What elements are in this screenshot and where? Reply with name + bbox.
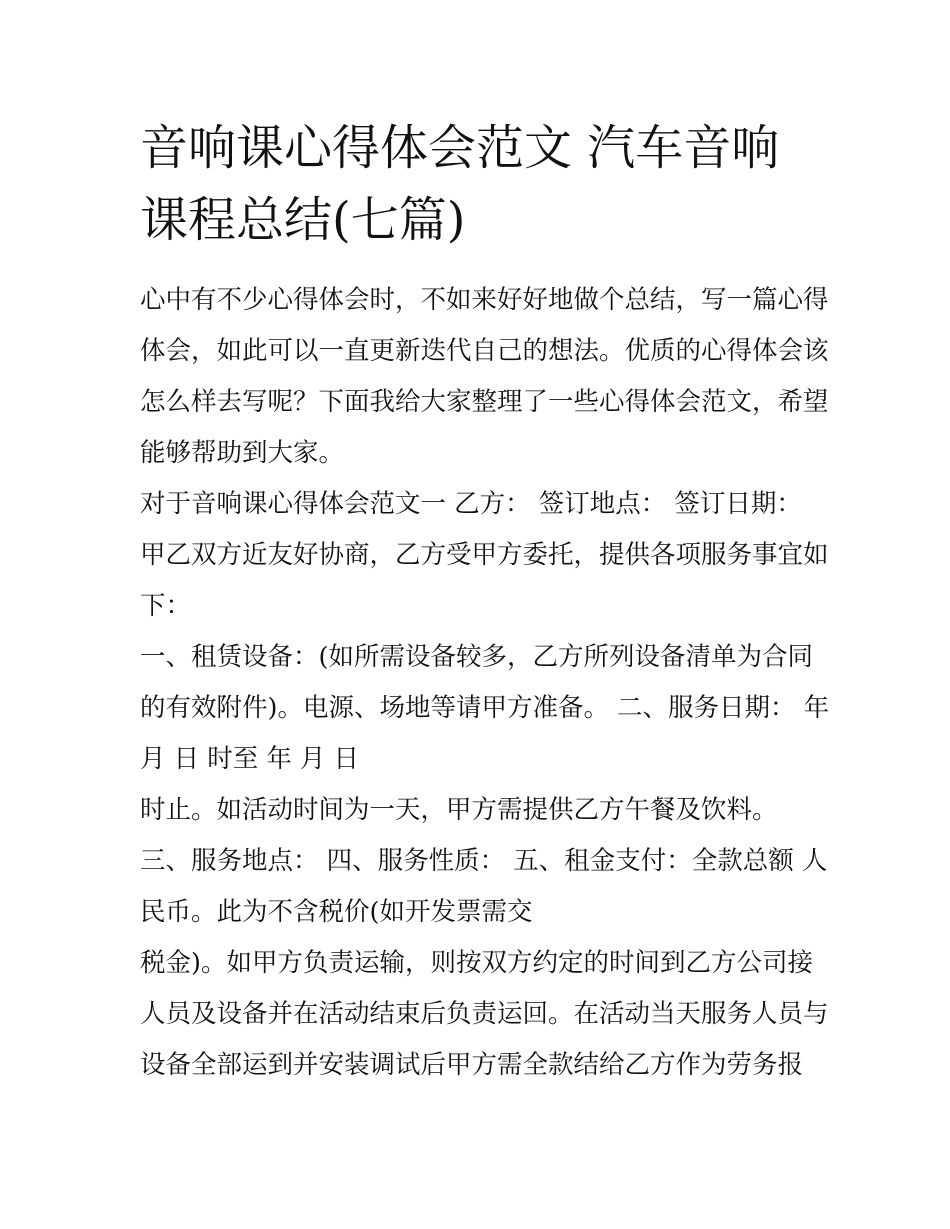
body-line-14: 税金)。如甲方负责运输，则按双方约定的时间到乙方公司接: [140, 948, 813, 978]
body-line-10: 月 日 时至 年 月 日: [140, 744, 360, 774]
body-line-7: 下：: [140, 591, 192, 621]
body-line-16: 设备全部运到并安装调试后甲方需全款结给乙方作为劳务报: [140, 1050, 804, 1080]
body-line-11: 时止。如活动时间为一天，甲方需提供乙方午餐及饮料。: [140, 795, 778, 825]
body-line-15: 人员及设备并在活动结束后负责运回。在活动当天服务人员与: [140, 999, 829, 1029]
body-line-4: 能够帮助到大家。: [140, 438, 345, 468]
body-line-12: 三、服务地点： 四、服务性质： 五、租金支付：全款总额 人: [140, 846, 828, 876]
body-line-1: 心中有不少心得体会时，不如来好好地做个总结，写一篇心得: [140, 285, 829, 315]
body-line-9: 的有效附件)。电源、场地等请甲方准备。 二、服务日期： 年: [140, 693, 830, 723]
title-line-1: 音响课心得体会范文 汽车音响: [140, 120, 780, 176]
body-line-3: 怎么样去写呢？下面我给大家整理了一些心得体会范文，希望: [140, 387, 829, 417]
body-line-2: 体会，如此可以一直更新迭代自己的想法。优质的心得体会该: [140, 336, 829, 366]
body-line-13: 民币。此为不含税价(如开发票需交: [140, 897, 533, 927]
body-line-5: 对于音响课心得体会范文一 乙方： 签订地点： 签订日期：: [140, 489, 802, 519]
body-line-8: 一、租赁设备：(如所需设备较多，乙方所列设备清单为合同: [140, 642, 813, 672]
document-title: [140, 112, 820, 256]
title-line-2: 课程总结(七篇): [140, 192, 466, 248]
body-line-6: 甲乙双方近友好协商，乙方受甲方委托，提供各项服务事宜如: [140, 540, 829, 570]
